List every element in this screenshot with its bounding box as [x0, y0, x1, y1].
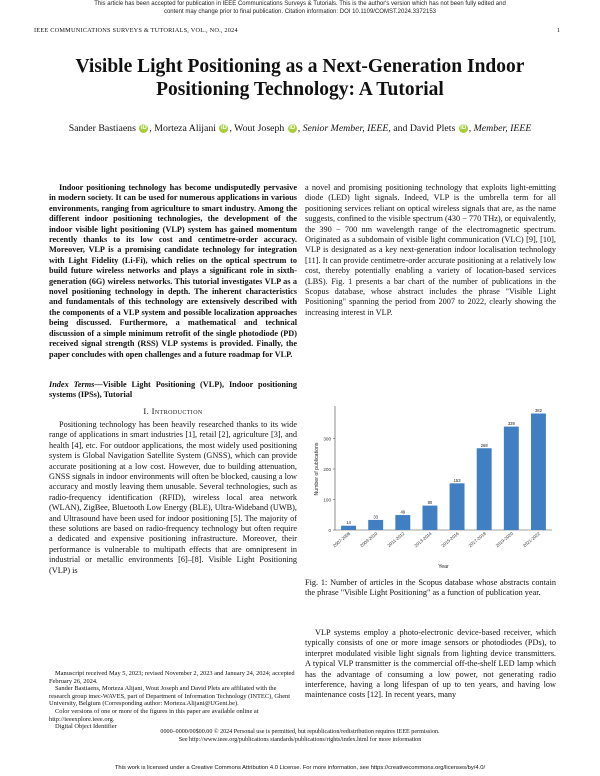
author-name: , Wout Joseph	[229, 123, 285, 134]
footnote-color-versions: Color versions of one or more of the figures in this paper are available online at http://ieeexplore.ieee.org.	[49, 707, 259, 723]
chart-bar	[477, 448, 492, 530]
y-tick-label: 100	[323, 497, 331, 503]
license-notice: This work is licensed under a Creative Commons Attribution 4.0 License. For more information, see https://creativecommons.org/licenses/by/4.0/	[114, 765, 486, 771]
bar-value-label: 268	[480, 442, 488, 448]
bar-value-label: 49	[400, 509, 406, 515]
orcid-icon[interactable]: iD	[140, 125, 147, 132]
chart-bar	[422, 506, 437, 530]
orcid-icon[interactable]: iD	[220, 125, 227, 132]
y-tick-label: 300	[323, 436, 331, 442]
orcid-icon[interactable]: iD	[289, 125, 296, 132]
bar-value-label: 339	[507, 421, 515, 427]
right-column-paragraph-2	[305, 628, 556, 701]
section-heading-introduction: I. Introduction	[143, 406, 203, 416]
y-tick-label: 200	[323, 466, 331, 472]
running-header: IEEE COMMUNICATIONS SURVEYS & TUTORIALS, VOL., NO., 2024	[34, 27, 238, 34]
author-list	[20, 123, 580, 134]
figure-caption-text: Fig. 1: Number of articles in the Scopus database whose abstracts contain the phrase "Visible Light Positioning" as a function of publication year.	[305, 578, 556, 598]
intro-paragraph	[49, 420, 297, 576]
footnote-doi: Digital Object Identifier	[55, 723, 117, 731]
page-number: 1	[556, 27, 560, 34]
paper-title: Visible Light Positioning as a Next-Generation Indoor Positioning Technology: A Tutorial	[75, 56, 525, 100]
author-name: and David Plets	[390, 123, 456, 134]
copyright-notice	[0, 729, 600, 744]
intro-text: Positioning technology has been heavily researched thanks to its wide range of applications in smart industries [1], retail [2], agriculture [3], and health [4], etc. For outdoor applications, the most widely used positioning system is Global Navigation Satellite System (GNSS), which can provide accurate positioning at a low cost. However, due to building attenuation, GNSS signals in indoor environments will often be blocked, causing a low accuracy and mostly leaving them unusable. Several technologies, such as radio-frequency identification (RFID), wireless local area network (WLAN), ZigBee, Bluetooth Low Energy (BLE), Ultra-Wideband (UWB), and Ultrasound have been used for indoor positioning [5]. The majority of these solutions are based on radio-frequency technology but often require a dedicated and expensive positioning infrastructure. Moreover, their performance is vulnerable to multipath effects that are omnipresent in industrial or metallic environments [6]–[8]. Visible Light Positioning (VLP) is	[49, 420, 297, 575]
x-tick-label: 2019-2020	[494, 530, 514, 549]
index-terms-text: —Visible Light Positioning (VLP), Indoor positioning systems (IPSs), Tutorial	[49, 380, 297, 400]
author-role: , Member, IEEE	[468, 123, 532, 134]
orcid-icon[interactable]: iD	[460, 125, 467, 132]
abstract	[49, 183, 297, 360]
bar-value-label: 80	[427, 500, 433, 506]
x-tick-label: 2011-2012	[386, 530, 406, 549]
copyright-line: 0000–0000/00$00.00 © 2024 Personal use is permitted, but republication/redistribution requires IEEE permission.	[160, 729, 440, 735]
right-column-paragraph	[305, 183, 556, 318]
footnote	[49, 670, 297, 731]
x-tick-label: 2009-2010	[359, 530, 379, 549]
bar-value-label: 14	[346, 520, 351, 526]
right-column-text-2: VLP systems employ a photo-electronic device-based receiver, which typically consists of one or more image sensors or photodiodes (PDs), to interpret modulated visible light signals from lighting device transmitters. A typical VLP transmitter is the commercial off-the-shelf LED lamp which has the advantage of consuming a low power, not generating radio interference, having a long lifespan of up to ten years, and having low maintenance costs [12]. In recent years, many	[305, 628, 556, 700]
x-axis-label: Year	[438, 564, 449, 570]
author-name: , Morteza Alijani	[149, 123, 216, 134]
chart-bar	[504, 427, 519, 530]
x-tick-label: 2021-2022	[521, 530, 542, 549]
bar-value-label: 382	[534, 407, 542, 413]
y-tick-label: 0	[328, 527, 331, 533]
bar-value-label: 153	[453, 477, 461, 483]
x-tick-label: 2007-2008	[331, 530, 352, 549]
x-tick-label: 2017-2018	[467, 530, 487, 549]
author-name: Sander Bastiaens	[68, 123, 136, 134]
x-tick-label: 2015-2016	[440, 530, 460, 549]
abstract-text: Indoor positioning technology has become undisputedly pervasive in modern society. It can be used for numerous applications in various environments, ranging from agriculture to smart industry. Among the different indoor positioning technologies, the development of the indoor visible light positioning (VLP) system has gained momentum recently thanks to its low cost and centimetre-order accuracy. Moreover, VLP is a promising candidate technology for integration with Light Fidelity (Li-Fi), which relies on the optical spectrum to build future wireless networks and plays a significant role in sixth-generation (6G) wireless networks. This tutorial investigates VLP as a novel positioning technology in depth. The inherent characteristics and fundamentals of this technology are extensively described with the components of a VLP system and possible localization approaches being discussed. Furthermore, a mathematical and technical discussion of a simple minimum retrofit of the single photodiode (PD) received signal strength (RSS) VLP systems is provided. Finally, the paper concludes with open challenges and a future roadmap for VLP.	[49, 183, 297, 359]
publication-notice-line1: This article has been accepted for publication in IEEE Communications Surveys & Tutorials. This is the author's version which has not been fully edited and	[94, 1, 506, 7]
index-terms-label: Index Terms	[49, 380, 95, 389]
index-terms	[49, 380, 297, 401]
figure-caption	[305, 578, 556, 599]
chart-bar	[395, 515, 410, 530]
x-tick-label: 2013-2014	[413, 530, 433, 549]
footnote-received: Manuscript received May 5, 2023; revised November 2, 2023 and January 24, 2024; accepted February 26, 2024.	[49, 670, 295, 685]
footnote-affiliation: Sander Bastiaens, Morteza Alijani, Wout Joseph and David Plets are affiliated with the research group imec-WAVES, part of Department of Information Technology (INTEC), Ghent University, Belgium (Corresponding author: Morteza.Alijani@UGent.be).	[49, 685, 291, 708]
chart-bar	[341, 526, 356, 530]
author-role: , Senior Member, IEEE,	[297, 123, 391, 134]
rights-link[interactable]: See http://www.ieee.org/publications standards/publications/rights/index.html for more information	[178, 736, 422, 743]
chart-bar	[531, 413, 546, 530]
publications-bar-chart	[307, 402, 557, 574]
chart-bar	[368, 520, 383, 530]
bar-value-label: 33	[373, 514, 379, 520]
publication-notice-line2: content may change prior to final publication. Citation information: DOI 10.1109/COMST.2024.3372153	[163, 9, 437, 15]
y-axis-label: Number of publications	[314, 442, 320, 496]
chart-bar	[450, 483, 465, 530]
right-column-text: a novel and promising positioning technology that exploits light-emitting diode (LED) light signals. Indeed, VLP is the umbrella term for all positioning services reliant on optical wireless signals that are, as the name suggests, confined to the visible spectrum (430 − 770 THz), or equivalently, the 390 − 700 nm wavelength range of the electromagnetic spectrum. Originated as a subdomain of visible light communication (VLC) [9], [10], VLP is designated as a key next-generation indoor localisation technology [11]. It can provide centimetre-order accurate positioning at a relatively low cost, thereby potentially enabling a variety of location-based services (LBS). Fig. 1 presents a bar chart of the number of publications in the Scopus database, whose abstract includes the phrase "Visible Light Positioning" spanning the period from 2007 to 2022, clearly showing the increasing interest in VLP.	[305, 183, 556, 317]
